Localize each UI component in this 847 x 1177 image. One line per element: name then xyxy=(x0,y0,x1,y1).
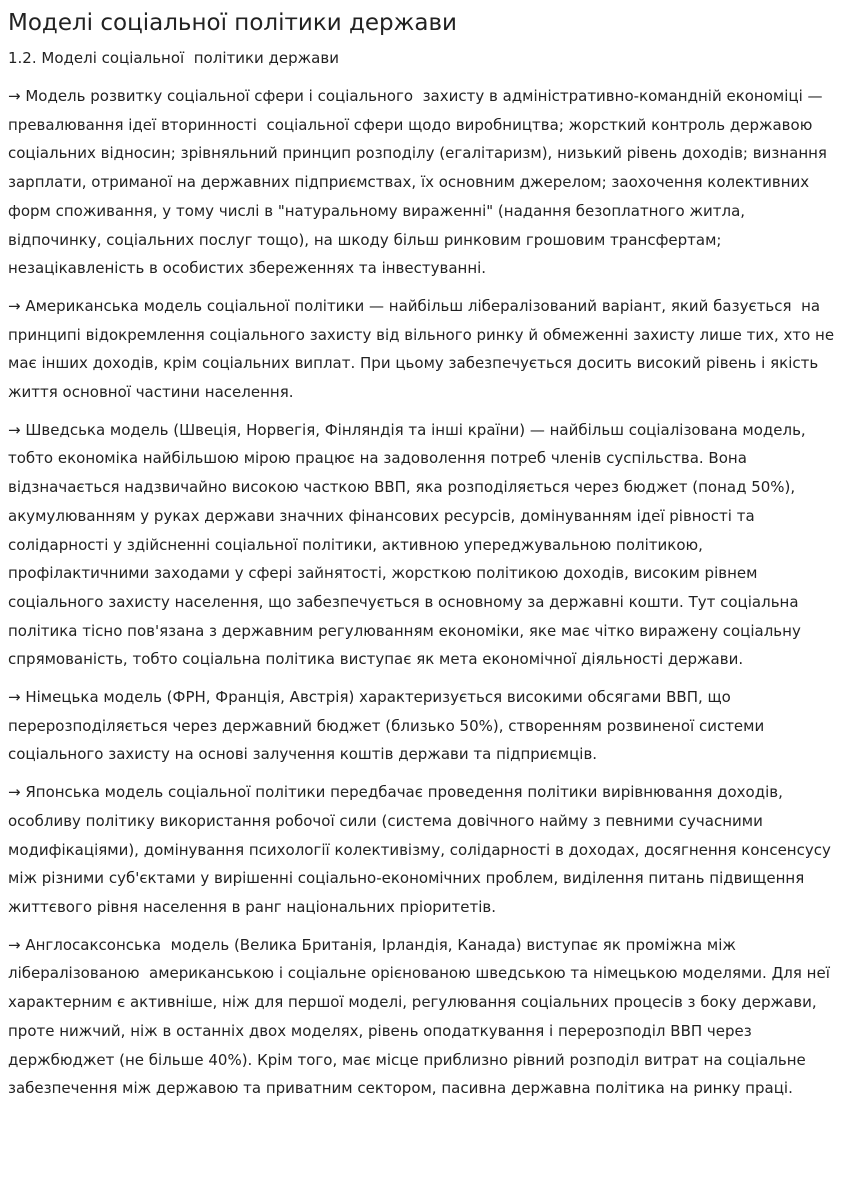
paragraph-administrative-model: → Модель розвитку соціальної сфери і соціального захисту в адміністративно-командній економіці — превалювання ідеї вторинності соціальної сфери щодо виробництва; жорсткий контроль державою соціальних відносин; зрівняльний принцип розподілу (егалітаризм), низький рівень доходів; визнання зарплати, отриманої на державних підприємствах, їх основним джерелом; заохочення колективних форм споживання, у тому числі в "натуральному вираженні" (надання безоплатного житла, відпочинку, соціальних послуг тощо), на шкоду більш ринковим грошовим трансфертам; незацікавленість в особистих збереженнях та інвестуванні. xyxy=(8,87,832,278)
paragraph-anglo-saxon-model: → Англосаксонська модель (Велика Британія, Ірландія, Канада) виступає як проміжна між лібералізованою американською і соціальне орієнованою шведською та німецькою моделями. Для неї характерним є активніше, ніж для першої моделі, регулювання соціальних процесів з боку держави, проте нижчий, ніж в останніх двох моделях, рівень оподаткування і перерозподіл ВВП через держбюджет (не більше 40%). Крім того, має місце приблизно рівний розподіл витрат на соціальне забезпечення між державою та приватним сектором, пасивна державна політика на ринку праці. xyxy=(8,935,835,1098)
paragraph-american-model: → Американська модель соціальної політики — найбільш лібералізований варіант, який базується на принципі відокремлення соціального захисту від вільного ринку й обмеженні захисту лише тих, хто не має інших доходів, крім соціальних виплат. При цьому забезпечується досить високий рівень і якість життя основної частини населення. xyxy=(8,296,839,402)
section-subtitle: 1.2. Моделі соціальної політики держави xyxy=(8,49,339,67)
paragraph-japanese-model: → Японська модель соціальної політики передбачає проведення політики вирівнювання доходів, особливу політику використання робочої сили (система довічного найму з певними сучасними модифікаціями), домінування психології колективізму, солідарності в доходах, досягнення консенсусу між різними суб'єктами у вирішенні соціально-економічних проблем, виділення питань підвищення життєвого рівня населення в ранг національних пріоритетів. xyxy=(8,783,836,916)
paragraph-german-model: → Німецька модель (ФРН, Франція, Австрія) характеризується високими обсягами ВВП, що перерозподіляється через державний бюджет (близько 50%), створенням розвиненої системи соціального захисту на основі залучення коштів держави та підприємців. xyxy=(8,688,769,764)
paragraph-swedish-model: → Шведська модель (Швеція, Норвегія, Фінляндія та інші країни) — найбільш соціалізована модель, тобто економіка найбільшою мірою працює на задоволення потреб членів суспільства. Вона відзначається надзвичайно високою часткою ВВП, яка розподіляється через бюджет (понад 50%), акумулюванням у руках держави значних фінансових ресурсів, домінуванням ідеї рівності та солідарності у здійсненні соціальної політики, активною упереджувальною політикою, профілактичними заходами у сфері зайнятості, жорсткою політикою доходів, високим рівнем соціального захисту населення, що забезпечується в основному за державні кошти. Тут соціальна політика тісно пов'язана з державним регулюванням економіки, яке має чітко виражену соціальну спрямованість, тобто соціальна політика виступає як мета економічної діяльності держави. xyxy=(8,420,811,669)
page-title: Моделі соціальної політики держави xyxy=(8,10,457,36)
